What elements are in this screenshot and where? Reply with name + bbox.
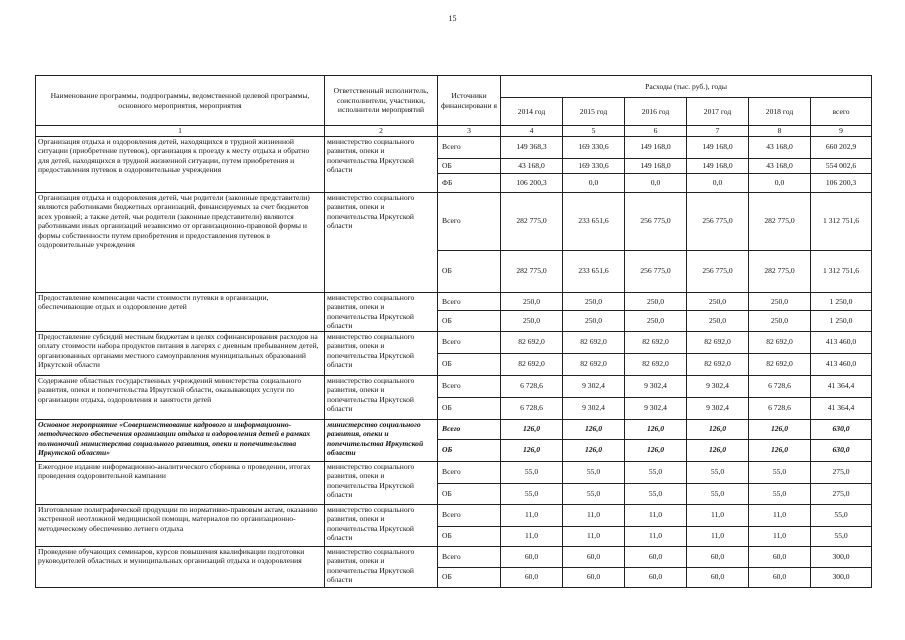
year-value: 43 168,0 bbox=[749, 158, 811, 173]
year-value: 6 728,6 bbox=[749, 375, 811, 397]
header-expenses: Расходы (тыс. руб.), годы bbox=[501, 76, 872, 98]
year-value: 282 775,0 bbox=[749, 250, 811, 292]
year-value: 149 168,0 bbox=[687, 158, 749, 173]
year-value: 55,0 bbox=[687, 461, 749, 483]
funding-source: ОБ bbox=[438, 311, 501, 331]
funding-source: Всего bbox=[438, 192, 501, 250]
year-value: 250,0 bbox=[749, 311, 811, 331]
column-number: 6 bbox=[625, 126, 687, 137]
funding-source: Всего bbox=[438, 375, 501, 397]
year-value: 60,0 bbox=[563, 567, 625, 587]
total-value: 1 250,0 bbox=[811, 311, 872, 331]
column-number: 4 bbox=[501, 126, 563, 137]
year-value: 250,0 bbox=[687, 292, 749, 311]
column-number: 9 bbox=[811, 126, 872, 137]
funding-source: ОБ bbox=[438, 250, 501, 292]
year-value: 55,0 bbox=[625, 461, 687, 483]
year-value: 11,0 bbox=[749, 526, 811, 546]
funding-source: Всего bbox=[438, 331, 501, 353]
year-value: 11,0 bbox=[563, 504, 625, 526]
year-value: 9 302,4 bbox=[563, 397, 625, 419]
year-value: 55,0 bbox=[563, 483, 625, 504]
measure-name: Предоставление компенсации части стоимости путевки в организации, обеспечивающие отдых и оздоровление детей bbox=[36, 292, 325, 331]
total-value: 55,0 bbox=[811, 504, 872, 526]
year-value: 82 692,0 bbox=[687, 331, 749, 353]
measure-name: Организация отдыха и оздоровления детей, чьи родители (законные представители) являются работниками бюджетных организаций, финансируемых за счет бюджетов всех уровней; а также детей, чьи родители (законные представители) являются работниками иных организаций независимо от организационно-правовой формы и формы собственности путем приобретения и предоставления путевок в оздоровительные учреждения bbox=[36, 192, 325, 292]
year-value: 60,0 bbox=[749, 567, 811, 587]
funding-source: ОБ bbox=[438, 158, 501, 173]
year-value: 6 728,6 bbox=[501, 397, 563, 419]
year-value: 55,0 bbox=[501, 461, 563, 483]
header-year: 2014 год bbox=[501, 98, 563, 126]
total-value: 1 250,0 bbox=[811, 292, 872, 311]
year-value: 250,0 bbox=[501, 292, 563, 311]
year-value: 0,0 bbox=[749, 173, 811, 192]
header-year: 2016 год bbox=[625, 98, 687, 126]
total-value: 630,0 bbox=[811, 419, 872, 439]
total-value: 413 460,0 bbox=[811, 331, 872, 353]
funding-source: Всего bbox=[438, 136, 501, 158]
funding-source: ОБ bbox=[438, 483, 501, 504]
year-value: 126,0 bbox=[625, 419, 687, 439]
measure-name: Проведение обучающих семинаров, курсов повышения квалификации подготовки руководителей областных и муниципальных организаций отдыха и оздоровления bbox=[36, 546, 325, 587]
year-value: 82 692,0 bbox=[563, 331, 625, 353]
year-value: 9 302,4 bbox=[625, 397, 687, 419]
total-value: 1 312 751,6 bbox=[811, 192, 872, 250]
total-value: 300,0 bbox=[811, 546, 872, 567]
measure-name: Ежегодное издание информационно-аналитического сборника о проведении, итогах проведения оздоровительной кампании bbox=[36, 461, 325, 504]
year-value: 82 692,0 bbox=[625, 353, 687, 375]
year-value: 250,0 bbox=[687, 311, 749, 331]
year-value: 256 775,0 bbox=[687, 192, 749, 250]
year-value: 6 728,6 bbox=[501, 375, 563, 397]
measure-executor: министерство социального развития, опеки и попечительства Иркутской области bbox=[325, 546, 438, 587]
year-value: 126,0 bbox=[687, 419, 749, 439]
year-value: 11,0 bbox=[687, 526, 749, 546]
year-value: 126,0 bbox=[749, 419, 811, 439]
year-value: 60,0 bbox=[625, 567, 687, 587]
column-number: 7 bbox=[687, 126, 749, 137]
year-value: 43 168,0 bbox=[749, 136, 811, 158]
year-value: 9 302,4 bbox=[563, 375, 625, 397]
total-value: 630,0 bbox=[811, 439, 872, 461]
year-value: 60,0 bbox=[625, 546, 687, 567]
funding-source: ОБ bbox=[438, 439, 501, 461]
year-value: 126,0 bbox=[625, 439, 687, 461]
table-row bbox=[36, 136, 872, 158]
header-year: 2017 год bbox=[687, 98, 749, 126]
total-value: 660 202,9 bbox=[811, 136, 872, 158]
year-value: 9 302,4 bbox=[625, 375, 687, 397]
funding-source: Всего bbox=[438, 419, 501, 439]
year-value: 256 775,0 bbox=[625, 192, 687, 250]
funding-source: ФБ bbox=[438, 173, 501, 192]
year-value: 11,0 bbox=[687, 504, 749, 526]
measure-name: Основное мероприятие «Совершенствование кадрового и информационно-методического обеспечения организации отдыха и оздоровления детей в рамках полномочий министерства социального развития, опеки и попечительства Иркутской области» bbox=[36, 419, 325, 461]
total-value: 275,0 bbox=[811, 483, 872, 504]
year-value: 82 692,0 bbox=[625, 331, 687, 353]
year-value: 0,0 bbox=[625, 173, 687, 192]
year-value: 82 692,0 bbox=[563, 353, 625, 375]
table-row bbox=[36, 461, 872, 483]
year-value: 149 168,0 bbox=[687, 136, 749, 158]
funding-source: ОБ bbox=[438, 397, 501, 419]
year-value: 60,0 bbox=[687, 567, 749, 587]
year-value: 250,0 bbox=[563, 292, 625, 311]
measure-name: Содержание областных государственных учреждений министерства социального развития, опеки и попечительства Иркутской области, оказывающих услуги по организации отдыха, оздоровления и занятости детей bbox=[36, 375, 325, 419]
column-number: 3 bbox=[438, 126, 501, 137]
column-number: 5 bbox=[563, 126, 625, 137]
header-executor: Ответственный исполнитель, соисполнители, участники, исполнители мероприятий bbox=[325, 76, 438, 126]
year-value: 169 330,6 bbox=[563, 136, 625, 158]
funding-source: ОБ bbox=[438, 353, 501, 375]
year-value: 60,0 bbox=[563, 546, 625, 567]
measure-executor: министерство социального развития, опеки и попечительства Иркутской области bbox=[325, 504, 438, 546]
year-value: 55,0 bbox=[749, 461, 811, 483]
total-value: 275,0 bbox=[811, 461, 872, 483]
total-value: 41 364,4 bbox=[811, 397, 872, 419]
year-value: 11,0 bbox=[501, 526, 563, 546]
year-value: 82 692,0 bbox=[687, 353, 749, 375]
column-number: 1 bbox=[36, 126, 325, 137]
year-value: 233 651,6 bbox=[563, 250, 625, 292]
funding-source: ОБ bbox=[438, 567, 501, 587]
year-value: 0,0 bbox=[687, 173, 749, 192]
year-value: 250,0 bbox=[501, 311, 563, 331]
year-value: 60,0 bbox=[501, 567, 563, 587]
year-value: 106 200,3 bbox=[501, 173, 563, 192]
year-value: 60,0 bbox=[687, 546, 749, 567]
year-value: 149 368,3 bbox=[501, 136, 563, 158]
funding-source: ОБ bbox=[438, 526, 501, 546]
year-value: 55,0 bbox=[501, 483, 563, 504]
year-value: 250,0 bbox=[563, 311, 625, 331]
year-value: 126,0 bbox=[749, 439, 811, 461]
measure-executor: министерство социального развития, опеки и попечительства Иркутской области bbox=[325, 461, 438, 504]
year-value: 149 168,0 bbox=[625, 158, 687, 173]
year-value: 126,0 bbox=[501, 439, 563, 461]
measure-name: Организация отдыха и оздоровления детей, находящихся в трудной жизненной ситуации (приобретение путевок), организация к проезду к месту отдыха и обратно для детей, находящихся в трудной жизненной ситуации, путем приобретения и предоставления путевок в оздоровительные учреждения bbox=[36, 136, 325, 192]
year-value: 60,0 bbox=[501, 546, 563, 567]
year-value: 55,0 bbox=[687, 483, 749, 504]
header-year: 2018 год bbox=[749, 98, 811, 126]
header-total: всего bbox=[811, 98, 872, 126]
measure-name: Предоставление субсидий местным бюджетам в целях софинансирования расходов на оплату стоимости набора продуктов питания в лагерях с дневным пребыванием детей, организованных органами местного самоуправления муниципальных образований Иркутской области bbox=[36, 331, 325, 375]
year-value: 282 775,0 bbox=[501, 192, 563, 250]
total-value: 55,0 bbox=[811, 526, 872, 546]
table-row bbox=[36, 331, 872, 353]
year-value: 11,0 bbox=[563, 526, 625, 546]
measure-name: Изготовление полиграфической продукции по нормативно-правовым актам, оказанию экстренной неотложной медицинской помощи, материалов по организационно-методическому обеспечению летнего отдыха bbox=[36, 504, 325, 546]
year-value: 60,0 bbox=[749, 546, 811, 567]
table-row bbox=[36, 292, 872, 311]
header-name: Наименование программы, подпрограммы, ведомственной целевой программы, основного мероприятия, мероприятия bbox=[36, 76, 325, 126]
expenses-table bbox=[35, 75, 872, 588]
year-value: 11,0 bbox=[749, 504, 811, 526]
total-value: 300,0 bbox=[811, 567, 872, 587]
funding-source: Всего bbox=[438, 292, 501, 311]
year-value: 126,0 bbox=[563, 419, 625, 439]
funding-source: Всего bbox=[438, 504, 501, 526]
year-value: 82 692,0 bbox=[749, 353, 811, 375]
year-value: 82 692,0 bbox=[501, 353, 563, 375]
measure-executor: министерство социального развития, опеки и попечительства Иркутской области bbox=[325, 375, 438, 419]
year-value: 256 775,0 bbox=[625, 250, 687, 292]
total-value: 1 312 751,6 bbox=[811, 250, 872, 292]
column-number: 8 bbox=[749, 126, 811, 137]
measure-executor: министерство социального развития, опеки и попечительства Иркутской области bbox=[325, 419, 438, 461]
measure-executor: министерство социального развития, опеки и попечительства Иркутской области bbox=[325, 292, 438, 331]
table-row bbox=[36, 419, 872, 439]
header-sources: Источники финансировани я bbox=[438, 76, 501, 126]
year-value: 11,0 bbox=[625, 526, 687, 546]
year-value: 250,0 bbox=[625, 311, 687, 331]
page-number: 15 bbox=[448, 14, 457, 23]
year-value: 0,0 bbox=[563, 173, 625, 192]
total-value: 413 460,0 bbox=[811, 353, 872, 375]
year-value: 55,0 bbox=[625, 483, 687, 504]
measure-executor: министерство социального развития, опеки и попечительства Иркутской области bbox=[325, 331, 438, 375]
year-value: 149 168,0 bbox=[625, 136, 687, 158]
year-value: 55,0 bbox=[749, 483, 811, 504]
table-row bbox=[36, 192, 872, 250]
total-value: 41 364,4 bbox=[811, 375, 872, 397]
year-value: 282 775,0 bbox=[749, 192, 811, 250]
year-value: 82 692,0 bbox=[749, 331, 811, 353]
year-value: 126,0 bbox=[501, 419, 563, 439]
year-value: 9 302,4 bbox=[687, 397, 749, 419]
funding-source: Всего bbox=[438, 546, 501, 567]
year-value: 43 168,0 bbox=[501, 158, 563, 173]
table-row bbox=[36, 546, 872, 567]
measure-executor: министерство социального развития, опеки и попечительства Иркутской области bbox=[325, 136, 438, 192]
column-number: 2 bbox=[325, 126, 438, 137]
year-value: 126,0 bbox=[687, 439, 749, 461]
year-value: 250,0 bbox=[749, 292, 811, 311]
funding-source: Всего bbox=[438, 461, 501, 483]
year-value: 169 330,6 bbox=[563, 158, 625, 173]
total-value: 106 200,3 bbox=[811, 173, 872, 192]
total-value: 554 002,6 bbox=[811, 158, 872, 173]
year-value: 250,0 bbox=[625, 292, 687, 311]
table-row bbox=[36, 375, 872, 397]
year-value: 126,0 bbox=[563, 439, 625, 461]
table-row bbox=[36, 504, 872, 526]
year-value: 11,0 bbox=[501, 504, 563, 526]
year-value: 82 692,0 bbox=[501, 331, 563, 353]
year-value: 55,0 bbox=[563, 461, 625, 483]
year-value: 9 302,4 bbox=[687, 375, 749, 397]
measure-executor: министерство социального развития, опеки и попечительства Иркутской области bbox=[325, 192, 438, 292]
year-value: 256 775,0 bbox=[687, 250, 749, 292]
year-value: 6 728,6 bbox=[749, 397, 811, 419]
header-year: 2015 год bbox=[563, 98, 625, 126]
year-value: 11,0 bbox=[625, 504, 687, 526]
year-value: 233 651,6 bbox=[563, 192, 625, 250]
year-value: 282 775,0 bbox=[501, 250, 563, 292]
